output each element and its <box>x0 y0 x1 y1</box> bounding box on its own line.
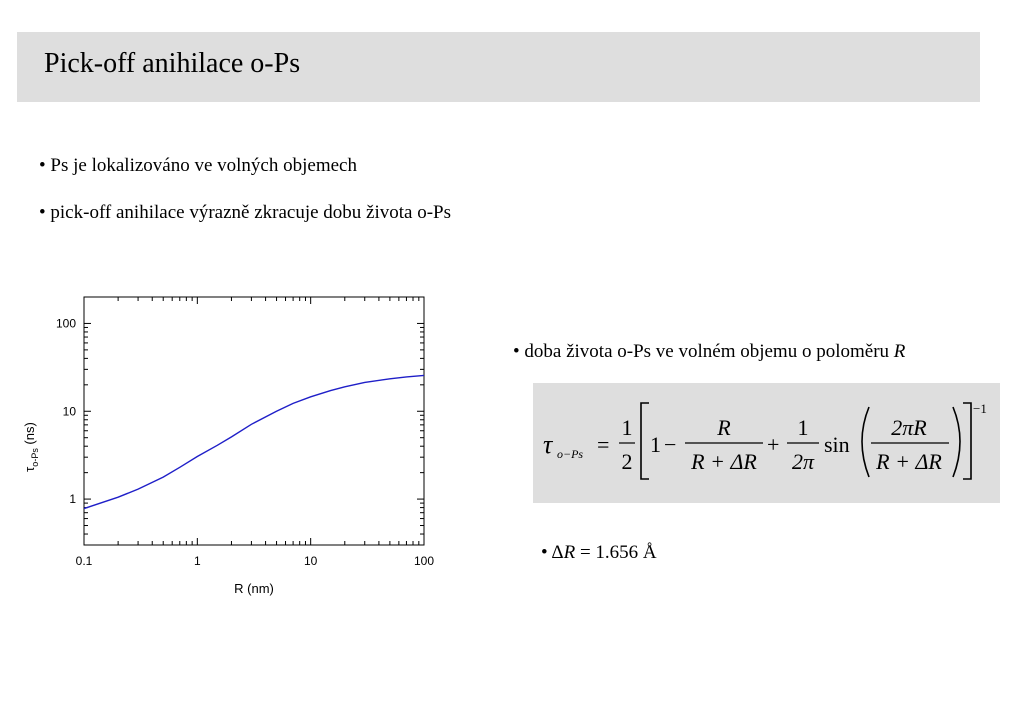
formula-frac2-num: 1 <box>797 415 809 440</box>
left-parenthesis <box>862 407 869 477</box>
formula-frac1-num: R <box>717 415 731 440</box>
formula-plus: + <box>767 432 780 457</box>
formula-tau: τ <box>543 430 553 459</box>
x-tick-label: 0.1 <box>75 554 93 568</box>
bullet-ps-localized: • Ps je lokalizováno ve volných objemech <box>39 155 357 176</box>
y-axis-label-symbol: τ <box>22 466 37 472</box>
x-tick-label: 10 <box>303 554 318 568</box>
y-tick-label: 10 <box>62 404 76 419</box>
formula-frac2-den: 2π <box>791 449 815 474</box>
formula-frac3-den: R + ΔR <box>876 449 942 474</box>
y-axis-label-subscript: o-Ps <box>30 448 40 467</box>
delta-r-symbol: R <box>563 542 576 563</box>
right-square-bracket <box>963 403 971 479</box>
formula-sin: sin <box>824 432 850 457</box>
y-axis-label-unit: (ns) <box>22 422 37 445</box>
formula-frac1-den: R + ΔR <box>691 449 757 474</box>
svg-text:τo-Ps (ns) <box>22 422 40 472</box>
y-axis-label <box>22 422 40 472</box>
bullet-lifetime-radius: • doba života o-Ps ve volném objemu o poloměru R <box>513 341 906 362</box>
lifetime-curve <box>84 375 424 508</box>
left-square-bracket <box>641 403 649 479</box>
y-tick-label: 1 <box>69 492 76 507</box>
bullet-delta-r: • ΔR = 1.656 Å <box>541 542 657 563</box>
lifetime-chart <box>0 280 460 610</box>
formula-minus: − <box>664 432 677 457</box>
x-tick-label: 1 <box>193 554 201 568</box>
right-parenthesis <box>953 407 960 477</box>
title-bar <box>17 32 980 102</box>
lifetime-formula <box>533 383 1000 503</box>
y-tick-label: 100 <box>55 316 76 331</box>
formula-exponent: −1 <box>973 401 987 416</box>
plot-frame <box>84 297 424 545</box>
bullet-pickoff-shortens: • pick-off anihilace výrazně zkracuje dobu života o-Ps <box>39 202 451 223</box>
formula-half-num: 1 <box>621 415 633 440</box>
formula-box <box>533 383 1000 503</box>
formula-one: 1 <box>650 432 661 457</box>
formula-half-den: 2 <box>621 449 633 474</box>
x-tick-label: 100 <box>413 554 435 568</box>
formula-tau-subscript: o−Ps <box>557 447 584 461</box>
formula-equals: = <box>597 432 610 457</box>
formula-frac3-num: 2πR <box>891 415 927 440</box>
delta-r-value: = 1.656 Å <box>575 542 657 563</box>
x-axis-label: R (nm) <box>234 581 274 596</box>
radius-symbol: R <box>893 341 906 362</box>
slide-title: Pick-off anihilace o-Ps <box>44 48 301 79</box>
